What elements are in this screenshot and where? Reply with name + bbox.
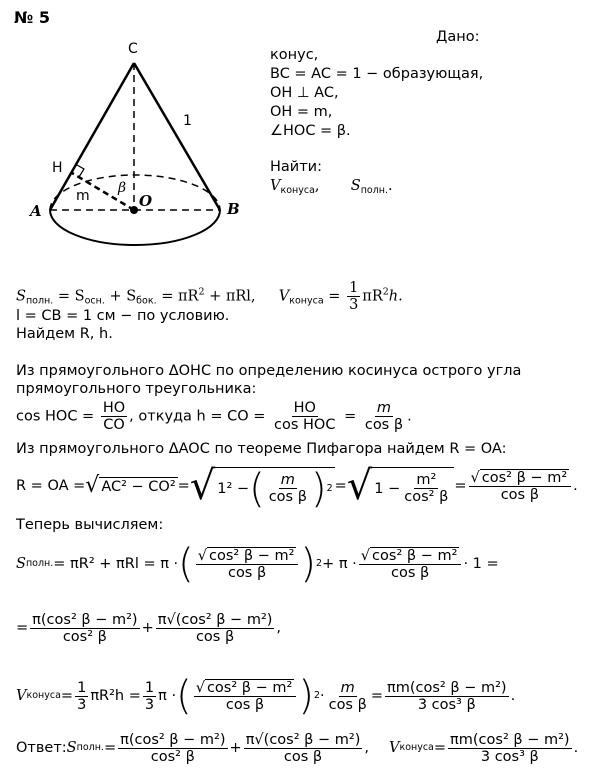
s-result: = $\frac{\text{π(cos² β − m²)}}{\text{cos² β}}$ + $\frac{\text{π√(cos² β − m²)}}{\text{cos β}}$ , [16,611,282,645]
given-line-3: OH ⊥ AC, [270,85,339,101]
label-1: 1 [183,113,192,129]
cone-figure [0,35,260,260]
given-line-5: ∠HOC = β. [270,123,351,139]
side-BC [134,63,220,210]
paragraph-1-line-2: прямоугольного треугольника: [16,381,257,397]
calc-label: Теперь вычисляем: [16,517,164,533]
find-r-h-line: Найдем R, h. [16,326,113,342]
label-B: B [227,200,240,218]
s-formula: S полн. = πR² + πRl = π · ( $\frac{\text{√ cos² β − m²}}{\text{cos β}}$ ) 2 + π · $\frac{\text{√ cos² β − m²}}{\text{cos β}}$ · 1 = [16,541,499,587]
label-O: O [139,192,153,210]
paragraph-2: Из прямоугольного ΔAOC по теореме Пифагора найдем R = OA: [16,441,507,457]
given-line-4: OH = m, [270,104,333,120]
problem-number: № 5 [14,8,50,27]
paragraph-1-line-1: Из прямоугольного ΔOHC по определению косинуса острого угла [16,363,522,379]
label-beta: β [118,180,127,196]
label-A: A [30,202,42,220]
point-O [130,206,138,214]
given-line-2: BC = AC = 1 − образующая, [270,66,484,82]
label-m: m [76,188,90,204]
cos-formula: cos HOC = $\frac{HO}{CO}$ , откуда h = CO = $\frac{HO}{\text{cos HOC}}$ = $\frac{m}{\text{cos β}}$ . [16,400,412,433]
given-title: Дано: [436,29,480,45]
answer-line: Ответ: S полн. = $\frac{\text{π(cos² β − m²)}}{\text{cos² β}}$ + $\frac{\text{π√(cos² β − m²)}}{\text{cos β}}$ , V конуса = $\frac{\text{πm(cos² β − m²)}}{\text{3 cos³ β}}$ . [16,731,579,765]
formula-area-volume: $S_{полн.} = S_{осн.} + S_{бок.} = \pi R^2 + \pi Rl$, $V_{конуса}$ = $\frac{1}{3}$ $\pi R^2h$. [16,280,403,313]
cone-base-front [50,210,220,245]
v-formula: V конуса = $\frac{1}{3}$ πR²h = $\frac{1}{3}$ π · ( $\frac{\text{√ cos² β − m²}}{\text{cos β}}$ ) 2 · $\frac{m}{\text{cos β}}$ = $\frac{\text{πm(cos² β − m²)}}{\text{3 cos³ β}}$ . [16,673,516,719]
given-line-1: конус, [270,47,319,63]
r-formula: R = OA = √ AC² − CO² = √ 1² − ( $\frac{m}{\text{cos β}}$ ) 2 = √ 1 − $\frac{\text{m²}}{\text{cos² β}}$ = $\frac{\text{√ cos² β − m²}}{\text{cos β}}$ . [16,463,578,512]
find-values: $V_{конуса}$, $S_{полн.}$. [270,178,393,196]
label-C: C [128,41,138,57]
l-line: l = CB = 1 см − по условию. [16,308,230,324]
label-H: H [52,160,63,176]
find-title: Найти: [270,159,322,175]
